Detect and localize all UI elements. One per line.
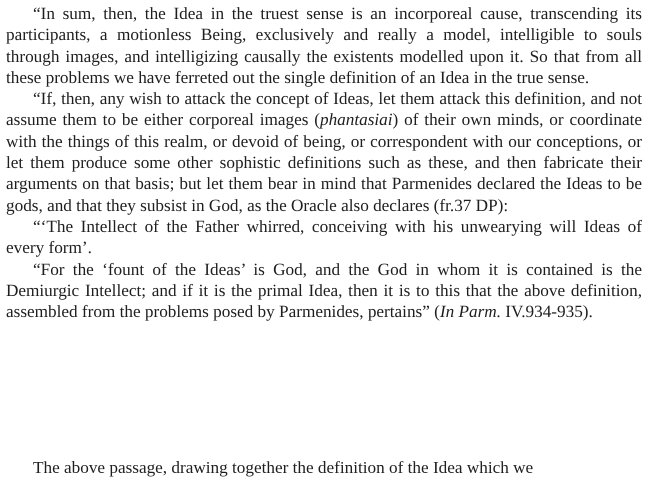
italic-term: phantasiai — [319, 110, 393, 130]
paragraph-text: “In sum, then, the Idea in the truest sense is an incorporeal cause, transcending its participants, a motionless Being, exclusively and really a model, intelligible to souls through images, and intelligizing causally the existents modelled upon it. So that from all these problems we have ferreted out the single definition of an Idea in the true sense. — [6, 4, 642, 87]
cut-off-line-text: The above passage, drawing together the definition of the Idea which we — [33, 458, 534, 477]
paragraph-attack-ideas — [6, 88, 642, 216]
citation-title: In Parm. — [439, 302, 501, 322]
paragraph-idea-definition — [6, 3, 642, 88]
oracle-quote-text: “‘The Intellect of the Father whirred, conceiving with his unwearying will Ideas of every form’. — [6, 216, 642, 258]
paragraph-text-start: “If, then, any wish to attack the concept of Ideas, let them attack this definition, and not assume them to be either corporeal images ( — [6, 89, 642, 130]
paragraph-text-start: “For the ‘fount of the Ideas’ is God, and the God in whom it is contained is the Demiurgic Intellect; and if it is the primal Idea, then it is to this that the above definition, assembled from the problems posed by Parmenides, pertains” ( — [6, 259, 642, 322]
cut-off-next-line — [6, 457, 642, 477]
paragraph-fount-of-ideas — [6, 259, 642, 323]
document-body — [6, 3, 642, 322]
oracle-quote — [6, 216, 642, 259]
paragraph-text-end: ) of their own minds, or coordinate with the things of this realm, or devoid of being, or correspondent with our conceptions, or let them produce some other sophistic definitions such as these, and then fabricate their arguments on that basis; but let them bear in mind that Parmenides declared the Ideas to be gods, and that they subsist in God, as the Oracle also declares (fr.37 DP): — [6, 110, 642, 215]
paragraph-text-end: IV.934-935). — [501, 302, 593, 322]
